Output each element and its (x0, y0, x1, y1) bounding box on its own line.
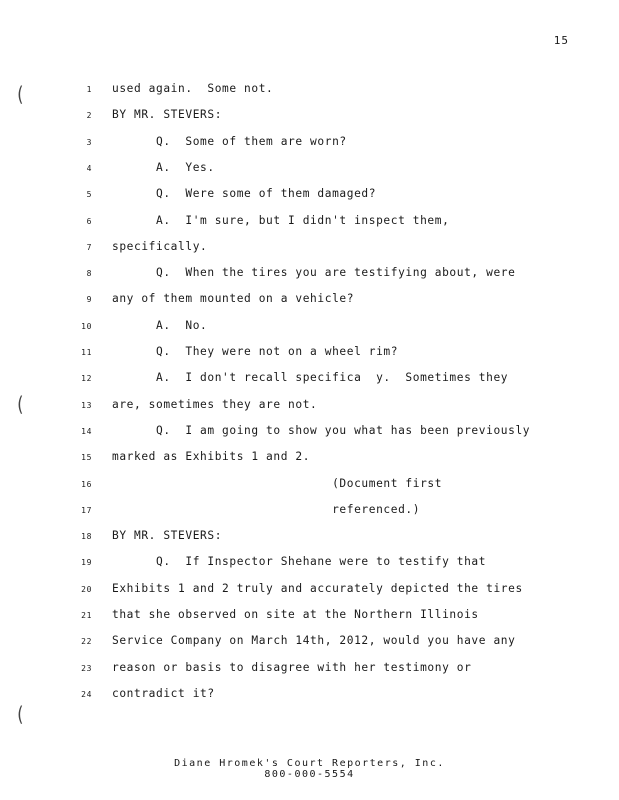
binder-hole-mark: ( (15, 392, 25, 416)
transcript-line (0, 345, 619, 365)
line-text: referenced.) (112, 502, 421, 516)
line-text: BY MR. STEVERS: (112, 529, 223, 543)
line-number: 14 (81, 426, 92, 436)
line-number: 22 (81, 637, 92, 647)
transcript-line (0, 503, 619, 523)
line-text: any of them mounted on a vehicle? (112, 292, 355, 306)
line-text: A. No. (112, 318, 208, 332)
line-text: BY MR. STEVERS: (112, 108, 223, 122)
transcript-line (0, 82, 619, 102)
transcript-line (0, 608, 619, 628)
transcript-line (0, 187, 619, 207)
line-number: 6 (86, 216, 92, 226)
transcript-line (0, 266, 619, 286)
transcript-line (0, 161, 619, 181)
line-text: specifically. (112, 239, 208, 253)
line-number: 9 (86, 295, 92, 305)
footer-phone: 800-000-5554 (264, 769, 355, 780)
transcript-line (0, 661, 619, 681)
line-number: 7 (86, 242, 92, 252)
transcript-line (0, 687, 619, 707)
transcript-line (0, 135, 619, 155)
line-number: 21 (81, 611, 92, 620)
binder-hole-mark: ( (15, 702, 25, 726)
line-number: 5 (86, 190, 92, 200)
line-number: 2 (86, 111, 92, 121)
line-text: contradict it? (112, 686, 215, 700)
line-text: Service Company on March 14th, 2012, would you have any (112, 634, 516, 648)
transcript-line (0, 450, 619, 470)
page-number: 15 (553, 34, 569, 47)
line-number: 20 (81, 584, 92, 594)
line-text: Q. When the tires you are testifying about, were (112, 266, 516, 280)
line-number: 13 (81, 400, 92, 410)
line-text: Q. Were some of them damaged? (112, 187, 377, 201)
line-text: Q. If Inspector Shehane were to testify that (112, 555, 487, 569)
transcript-line (0, 292, 619, 312)
line-text: Q. Some of them are worn? (112, 134, 347, 148)
transcript-line (0, 529, 619, 549)
line-text: A. I'm sure, but I didn't inspect them, (112, 213, 450, 227)
line-number: 3 (86, 137, 92, 147)
line-number: 16 (81, 479, 92, 489)
transcript-line (0, 398, 619, 418)
line-text: (Document first (112, 476, 443, 490)
line-number: 11 (81, 348, 92, 357)
line-number: 17 (81, 505, 92, 515)
binder-hole-mark: ( (15, 82, 25, 106)
transcript-line (0, 424, 619, 444)
line-text: A. Yes. (112, 160, 215, 174)
transcript-line (0, 371, 619, 391)
line-text: Q. I am going to show you what has been previously (112, 423, 531, 437)
line-number: 19 (81, 558, 92, 568)
transcript-line (0, 108, 619, 128)
line-number: 4 (86, 163, 92, 173)
line-number: 1 (86, 85, 92, 94)
line-number: 24 (81, 689, 92, 699)
transcript-line (0, 319, 619, 339)
line-number: 23 (81, 663, 92, 673)
transcript-line (0, 555, 619, 575)
line-text: used again. Some not. (112, 82, 274, 95)
line-number: 8 (86, 269, 92, 279)
line-number: 15 (81, 453, 92, 463)
footer-company: Diane Hromek's Court Reporters, Inc. (174, 758, 445, 769)
line-number: 18 (81, 532, 92, 542)
line-text: that she observed on site at the Northern Illinois (112, 608, 479, 621)
line-text: reason or basis to disagree with her testimony or (112, 660, 472, 674)
line-number: 10 (81, 321, 92, 331)
transcript-line (0, 634, 619, 654)
line-text: A. I don't recall specifica y. Sometimes they (112, 371, 509, 385)
transcript-line (0, 214, 619, 234)
line-text: are, sometimes they are not. (112, 397, 318, 411)
transcript-line (0, 240, 619, 260)
line-text: Exhibits 1 and 2 truly and accurately depicted the tires (112, 581, 523, 595)
transcript-line (0, 582, 619, 602)
transcript-line (0, 477, 619, 497)
line-text: marked as Exhibits 1 and 2. (112, 450, 311, 464)
line-text: Q. They were not on a wheel rim? (112, 345, 399, 358)
line-number: 12 (81, 374, 92, 384)
